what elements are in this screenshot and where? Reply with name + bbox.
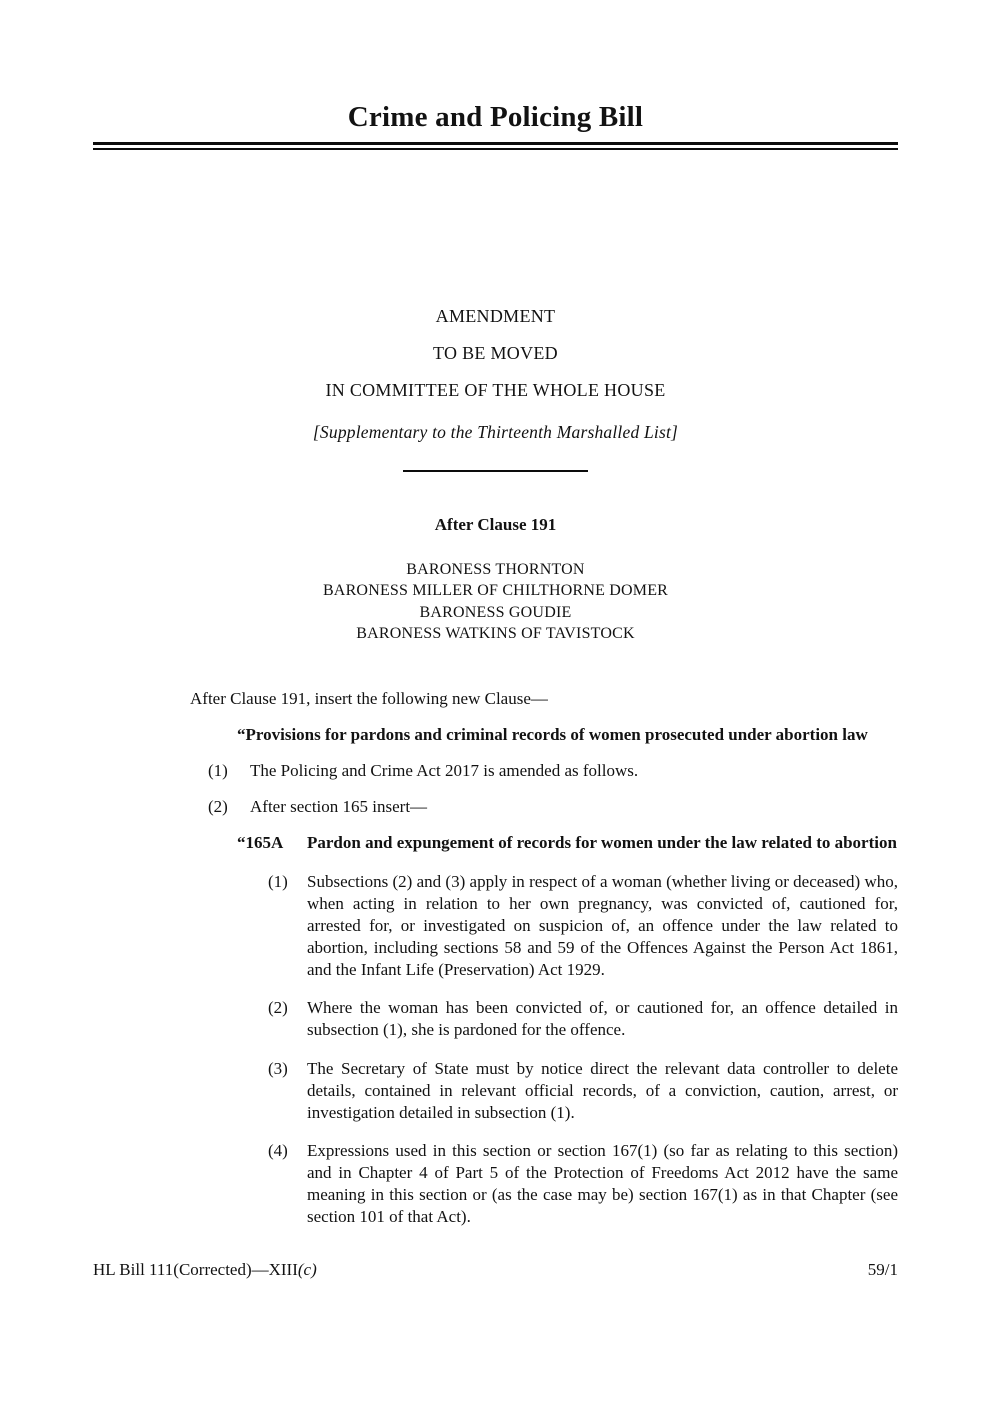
bill-reference-suffix: (c) bbox=[297, 1260, 317, 1279]
subsection-number: (3) bbox=[268, 1058, 288, 1078]
bill-reference-main: HL Bill 111(Corrected)—XIII bbox=[93, 1260, 298, 1279]
section-number: “165A bbox=[237, 833, 284, 853]
sponsor-name: BARONESS MILLER OF CHILTHORNE DOMER bbox=[322, 582, 669, 600]
subsection-text: Where the woman has been convicted of, or cautioned for, an offence detailed in subsection (1), she is pardoned for the offence. bbox=[307, 998, 898, 1040]
section-subsection bbox=[268, 1058, 898, 1124]
subsection-text: The Policing and Crime Act 2017 is amended as follows. bbox=[250, 761, 639, 781]
clause-subsection bbox=[208, 796, 898, 818]
bill-reference bbox=[93, 1259, 317, 1281]
committee-label: IN COMMITTEE OF THE WHOLE HOUSE bbox=[325, 379, 666, 400]
sponsor-name: BARONESS THORNTON bbox=[406, 560, 585, 578]
subsection-number: (1) bbox=[208, 761, 228, 781]
sponsor-list bbox=[93, 559, 898, 645]
amendment-label: AMENDMENT bbox=[435, 305, 556, 326]
inserted-section-heading bbox=[237, 832, 898, 855]
section-subsection bbox=[268, 997, 898, 1041]
clause-subsection bbox=[208, 760, 898, 782]
notice-block bbox=[93, 305, 898, 472]
subsection-number: (2) bbox=[268, 998, 288, 1018]
to-be-moved-label: TO BE MOVED bbox=[433, 342, 558, 363]
subsection-number: (1) bbox=[268, 871, 288, 891]
subsection-text: Subsections (2) and (3) apply in respect of a woman (whether living or deceased) who, when acting in relation to her own pregnancy, was convicted of, cautioned for, arrested for, or investigated on suspicion of, an offence under the law related to abortion, including sections 58 and 59 of the Offences Against the Person Act 1861, and the Infant Life (Preservation) Act 1929. bbox=[307, 871, 898, 980]
new-clause-title: “Provisions for pardons and criminal records of women prosecuted under abortion law bbox=[237, 724, 868, 744]
title-double-rule bbox=[93, 142, 898, 150]
amendment-body bbox=[93, 688, 898, 1229]
marshalled-list-note: [Supplementary to the Thirteenth Marshalled List] bbox=[312, 421, 679, 442]
sponsor-name: BARONESS WATKINS OF TAVISTOCK bbox=[356, 625, 635, 643]
amendment-instruction: After Clause 191, insert the following new Clause— bbox=[190, 688, 548, 708]
subsection-number: (4) bbox=[268, 1140, 288, 1160]
footer-page-code: 59/1 bbox=[867, 1260, 898, 1279]
subsection-text: The Secretary of State must by notice direct the relevant data controller to delete details, contained in relevant official records, of a conviction, caution, arrest, or investigation detailed in subsection (1). bbox=[307, 1058, 898, 1122]
section-subsection bbox=[268, 871, 898, 981]
after-clause-heading: After Clause 191 bbox=[434, 514, 557, 534]
subsection-number: (2) bbox=[208, 797, 228, 817]
subsection-text: Expressions used in this section or section 167(1) (so far as relating to this section) and in Chapter 4 of Part 5 of the Protection of Freedoms Act 2012 have the same meaning in this section or (as the case may be) section 167(1) as in that Chapter (see section 101 of that Act). bbox=[307, 1140, 898, 1227]
section-heading-text: Pardon and expungement of records for women under the law related to abortion bbox=[307, 833, 897, 853]
separator-rule bbox=[403, 470, 588, 472]
footer bbox=[93, 1259, 898, 1281]
sponsor-name: BARONESS GOUDIE bbox=[419, 603, 572, 621]
bill-title: Crime and Policing Bill bbox=[347, 101, 644, 133]
section-subsection bbox=[268, 1140, 898, 1228]
subsection-text: After section 165 insert— bbox=[250, 797, 428, 817]
